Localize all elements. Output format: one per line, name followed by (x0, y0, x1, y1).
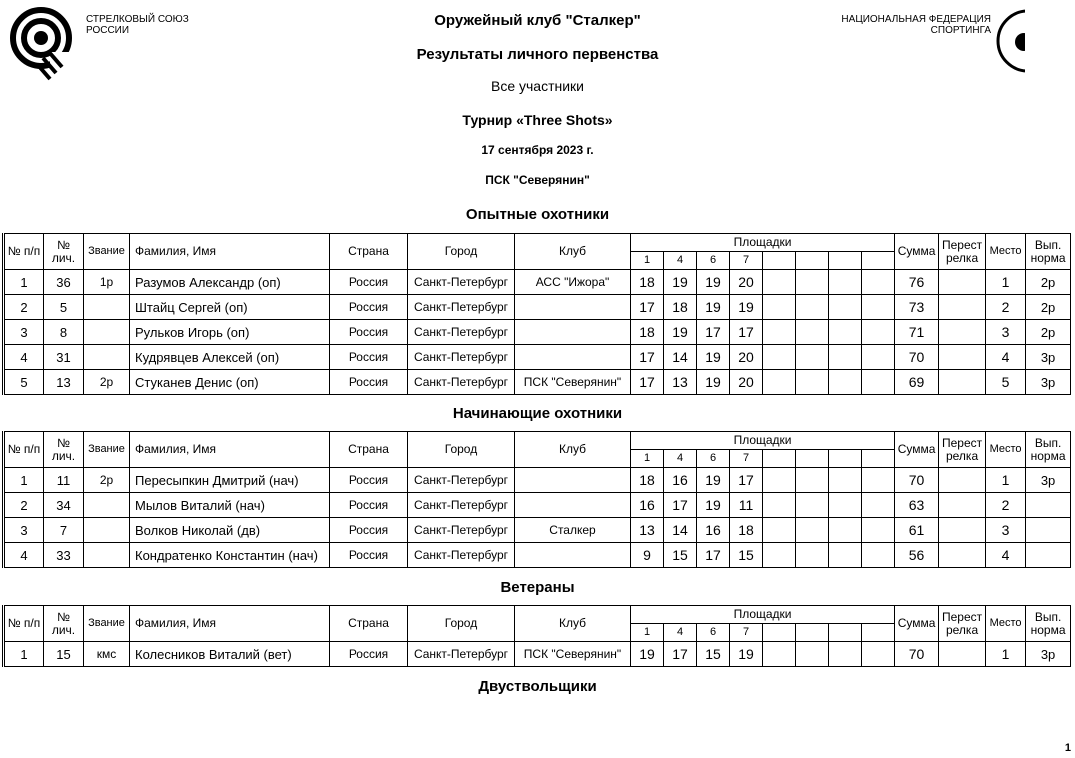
station-number: 4 (664, 624, 697, 642)
cell-norm (1026, 518, 1071, 543)
col-header-stations: Площадки (631, 432, 895, 450)
section-title-beginners: Начинающие охотники (452, 405, 623, 422)
cell-station-score: 19 (664, 270, 697, 295)
cell-norm: 2р (1026, 270, 1071, 295)
col-header-club: Клуб (515, 432, 631, 468)
event-venue: ПСК "Северянин" (485, 173, 590, 187)
cell-place: 4 (986, 543, 1026, 568)
cell-name: Колесников Виталий (вет) (130, 642, 330, 667)
cell-station-score: 19 (664, 320, 697, 345)
cell-name: Кудрявцев Алексей (оп) (130, 345, 330, 370)
cell-sum: 56 (895, 543, 939, 568)
station-empty (829, 450, 862, 468)
cell-rank: 2р (84, 468, 130, 493)
cell-place: 5 (986, 370, 1026, 395)
cell-place: 2 (986, 295, 1026, 320)
cell-place: 4 (986, 345, 1026, 370)
col-header-license: № лич. (44, 234, 84, 270)
col-header-rank: Звание (84, 234, 130, 270)
cell-place: 3 (986, 320, 1026, 345)
cell-norm: 3р (1026, 345, 1071, 370)
cell-city: Санкт-Петербург (408, 468, 515, 493)
station-number: 7 (730, 252, 763, 270)
cell-station-empty (796, 295, 829, 320)
cell-rank: 1р (84, 270, 130, 295)
tournament-title: Турнир «Three Shots» (462, 112, 613, 128)
table-row (4, 295, 1071, 320)
cell-sum: 70 (895, 642, 939, 667)
station-number: 4 (664, 450, 697, 468)
col-header-stations: Площадки (631, 234, 895, 252)
cell-station-empty (763, 295, 796, 320)
col-header-sum: Сумма (895, 606, 939, 642)
results-title: Результаты личного первенства (416, 46, 659, 63)
cell-station-score: 17 (697, 543, 730, 568)
cell-norm: 2р (1026, 295, 1071, 320)
cell-station-score: 17 (697, 320, 730, 345)
cell-place: 1 (986, 270, 1026, 295)
header-row (4, 432, 1071, 450)
cell-station-empty (829, 493, 862, 518)
cell-sum: 70 (895, 345, 939, 370)
cell-num: 2 (4, 295, 44, 320)
cell-city: Санкт-Петербург (408, 295, 515, 320)
cell-norm: 3р (1026, 370, 1071, 395)
cell-station-score: 17 (631, 295, 664, 320)
cell-station-score: 15 (730, 543, 763, 568)
cell-country: Россия (330, 642, 408, 667)
cell-station-empty (862, 493, 895, 518)
col-header-name: Фамилия, Имя (130, 234, 330, 270)
results-table (2, 605, 1071, 667)
cell-shootoff (939, 345, 986, 370)
cell-place: 3 (986, 518, 1026, 543)
cell-shootoff (939, 642, 986, 667)
cell-shootoff (939, 270, 986, 295)
station-empty (862, 450, 895, 468)
results-table (2, 431, 1071, 568)
cell-place: 1 (986, 642, 1026, 667)
cell-station-empty (796, 543, 829, 568)
cell-shootoff (939, 543, 986, 568)
cell-shootoff (939, 320, 986, 345)
table-row (4, 518, 1071, 543)
col-header-shootoff: Перестрелка (939, 432, 986, 468)
cell-station-empty (796, 493, 829, 518)
cell-sum: 70 (895, 468, 939, 493)
cell-name: Кондратенко Константин (нач) (130, 543, 330, 568)
cell-station-score: 16 (664, 468, 697, 493)
col-header-name: Фамилия, Имя (130, 606, 330, 642)
col-header-club: Клуб (515, 234, 631, 270)
cell-station-empty (796, 468, 829, 493)
cell-station-score: 19 (697, 270, 730, 295)
col-header-norm: Вып. норма (1026, 432, 1071, 468)
section-title-experienced: Опытные охотники (465, 206, 610, 223)
cell-country: Россия (330, 320, 408, 345)
station-empty (763, 450, 796, 468)
cell-country: Россия (330, 370, 408, 395)
cell-station-empty (763, 518, 796, 543)
cell-station-score: 16 (697, 518, 730, 543)
cell-place: 2 (986, 493, 1026, 518)
station-empty (829, 252, 862, 270)
header-row (4, 606, 1071, 624)
station-empty (862, 624, 895, 642)
col-header-sum: Сумма (895, 234, 939, 270)
cell-num: 4 (4, 345, 44, 370)
station-empty (796, 624, 829, 642)
cell-name: Разумов Александр (оп) (130, 270, 330, 295)
cell-station-empty (796, 320, 829, 345)
cell-shootoff (939, 518, 986, 543)
cell-station-empty (862, 543, 895, 568)
cell-station-score: 18 (664, 295, 697, 320)
col-header-rank: Звание (84, 606, 130, 642)
cell-city: Санкт-Петербург (408, 543, 515, 568)
cell-station-empty (763, 543, 796, 568)
cell-station-empty (796, 642, 829, 667)
station-number: 4 (664, 252, 697, 270)
cell-station-score: 11 (730, 493, 763, 518)
cell-station-empty (862, 295, 895, 320)
table-row (4, 370, 1071, 395)
cell-place: 1 (986, 468, 1026, 493)
cell-station-empty (763, 370, 796, 395)
cell-station-empty (829, 370, 862, 395)
cell-station-score: 19 (697, 493, 730, 518)
cell-station-score: 18 (631, 270, 664, 295)
cell-station-score: 13 (631, 518, 664, 543)
col-header-num: № п/п (4, 606, 44, 642)
cell-club: ПСК "Северянин" (515, 370, 631, 395)
cell-club (515, 543, 631, 568)
cell-city: Санкт-Петербург (408, 642, 515, 667)
cell-station-empty (796, 370, 829, 395)
cell-club: Сталкер (515, 518, 631, 543)
section-title-double-barrel: Двуствольщики (478, 678, 597, 695)
cell-license: 34 (44, 493, 84, 518)
cell-country: Россия (330, 543, 408, 568)
station-number: 6 (697, 450, 730, 468)
col-header-stations: Площадки (631, 606, 895, 624)
col-header-rank: Звание (84, 432, 130, 468)
col-header-sum: Сумма (895, 432, 939, 468)
cell-norm: 3р (1026, 642, 1071, 667)
cell-club (515, 320, 631, 345)
station-number: 6 (697, 252, 730, 270)
cell-sum: 69 (895, 370, 939, 395)
cell-license: 7 (44, 518, 84, 543)
cell-license: 31 (44, 345, 84, 370)
col-header-norm: Вып. норма (1026, 234, 1071, 270)
cell-name: Мылов Виталий (нач) (130, 493, 330, 518)
cell-license: 5 (44, 295, 84, 320)
cell-station-score: 14 (664, 345, 697, 370)
cell-station-score: 19 (697, 370, 730, 395)
cell-name: Волков Николай (дв) (130, 518, 330, 543)
cell-city: Санкт-Петербург (408, 518, 515, 543)
station-number: 6 (697, 624, 730, 642)
cell-station-score: 15 (664, 543, 697, 568)
cell-station-empty (796, 345, 829, 370)
cell-shootoff (939, 370, 986, 395)
cell-rank: 2р (84, 370, 130, 395)
cell-station-empty (862, 468, 895, 493)
club-title: Оружейный клуб "Сталкер" (434, 12, 641, 29)
cell-rank (84, 493, 130, 518)
header-row (4, 234, 1071, 252)
cell-country: Россия (330, 295, 408, 320)
cell-station-empty (829, 320, 862, 345)
cell-rank: кмс (84, 642, 130, 667)
cell-station-score: 17 (730, 320, 763, 345)
cell-name: Рульков Игорь (оп) (130, 320, 330, 345)
cell-club (515, 493, 631, 518)
cell-rank (84, 295, 130, 320)
cell-station-empty (763, 493, 796, 518)
cell-station-empty (763, 345, 796, 370)
cell-num: 1 (4, 468, 44, 493)
cell-num: 3 (4, 518, 44, 543)
cell-country: Россия (330, 493, 408, 518)
cell-num: 1 (4, 270, 44, 295)
cell-station-score: 13 (664, 370, 697, 395)
cell-num: 3 (4, 320, 44, 345)
station-number: 1 (631, 252, 664, 270)
cell-rank (84, 518, 130, 543)
station-number: 7 (730, 450, 763, 468)
cell-sum: 73 (895, 295, 939, 320)
cell-norm (1026, 493, 1071, 518)
cell-name: Пересыпкин Дмитрий (нач) (130, 468, 330, 493)
cell-station-score: 19 (697, 345, 730, 370)
cell-city: Санкт-Петербург (408, 493, 515, 518)
cell-city: Санкт-Петербург (408, 370, 515, 395)
station-empty (796, 450, 829, 468)
cell-club: ПСК "Северянин" (515, 642, 631, 667)
col-header-name: Фамилия, Имя (130, 432, 330, 468)
cell-num: 1 (4, 642, 44, 667)
cell-station-score: 15 (697, 642, 730, 667)
cell-country: Россия (330, 518, 408, 543)
col-header-place: Место (986, 432, 1026, 468)
cell-station-empty (862, 270, 895, 295)
cell-station-score: 14 (664, 518, 697, 543)
cell-station-score: 18 (730, 518, 763, 543)
cell-name: Стуканев Денис (оп) (130, 370, 330, 395)
cell-station-empty (862, 642, 895, 667)
cell-station-score: 20 (730, 270, 763, 295)
station-empty (763, 252, 796, 270)
table-row (4, 543, 1071, 568)
col-header-city: Город (408, 234, 515, 270)
results-table (2, 233, 1071, 395)
col-header-country: Страна (330, 606, 408, 642)
station-empty (796, 252, 829, 270)
cell-station-empty (763, 320, 796, 345)
cell-license: 33 (44, 543, 84, 568)
cell-license: 13 (44, 370, 84, 395)
cell-norm: 3р (1026, 468, 1071, 493)
cell-rank (84, 543, 130, 568)
cell-club (515, 468, 631, 493)
cell-station-empty (829, 270, 862, 295)
col-header-country: Страна (330, 234, 408, 270)
cell-sum: 71 (895, 320, 939, 345)
cell-station-empty (829, 642, 862, 667)
cell-city: Санкт-Петербург (408, 320, 515, 345)
table-row (4, 493, 1071, 518)
cell-station-empty (829, 543, 862, 568)
section-title-veterans: Ветераны (500, 579, 575, 596)
col-header-num: № п/п (4, 234, 44, 270)
cell-license: 8 (44, 320, 84, 345)
cell-station-empty (763, 468, 796, 493)
cell-country: Россия (330, 270, 408, 295)
cell-station-score: 18 (631, 320, 664, 345)
cell-station-score: 16 (631, 493, 664, 518)
col-header-num: № п/п (4, 432, 44, 468)
cell-station-empty (796, 518, 829, 543)
cell-num: 5 (4, 370, 44, 395)
cell-station-score: 17 (730, 468, 763, 493)
col-header-shootoff: Перестрелка (939, 606, 986, 642)
cell-station-score: 20 (730, 370, 763, 395)
station-number: 1 (631, 450, 664, 468)
col-header-license: № лич. (44, 606, 84, 642)
cell-shootoff (939, 493, 986, 518)
cell-club (515, 295, 631, 320)
cell-club (515, 345, 631, 370)
cell-num: 2 (4, 493, 44, 518)
station-number: 1 (631, 624, 664, 642)
cell-rank (84, 345, 130, 370)
cell-station-empty (763, 270, 796, 295)
cell-station-empty (829, 518, 862, 543)
table-row (4, 642, 1071, 667)
table-row (4, 345, 1071, 370)
cell-station-score: 17 (631, 345, 664, 370)
cell-station-score: 9 (631, 543, 664, 568)
cell-license: 11 (44, 468, 84, 493)
cell-name: Штайц Сергей (оп) (130, 295, 330, 320)
cell-shootoff (939, 295, 986, 320)
col-header-shootoff: Перестрелка (939, 234, 986, 270)
col-header-city: Город (408, 606, 515, 642)
col-header-license: № лич. (44, 432, 84, 468)
cell-norm: 2р (1026, 320, 1071, 345)
cell-station-empty (763, 642, 796, 667)
org-right-name: НАЦИОНАЛЬНАЯ ФЕДЕРАЦИЯ СПОРТИНГА (841, 14, 991, 36)
cell-station-score: 19 (697, 468, 730, 493)
cell-num: 4 (4, 543, 44, 568)
cell-country: Россия (330, 345, 408, 370)
station-number: 7 (730, 624, 763, 642)
cell-license: 36 (44, 270, 84, 295)
event-date: 17 сентября 2023 г. (481, 143, 594, 157)
cell-station-empty (862, 370, 895, 395)
cell-license: 15 (44, 642, 84, 667)
cell-station-score: 19 (631, 642, 664, 667)
cell-shootoff (939, 468, 986, 493)
table-row (4, 468, 1071, 493)
station-empty (862, 252, 895, 270)
cell-station-empty (862, 320, 895, 345)
table-row (4, 270, 1071, 295)
col-header-place: Место (986, 234, 1026, 270)
cell-rank (84, 320, 130, 345)
cell-station-score: 19 (730, 642, 763, 667)
cell-station-empty (829, 295, 862, 320)
cell-city: Санкт-Петербург (408, 345, 515, 370)
cell-station-score: 18 (631, 468, 664, 493)
cell-station-score: 17 (631, 370, 664, 395)
col-header-place: Место (986, 606, 1026, 642)
cell-station-empty (862, 518, 895, 543)
cell-club: АСС "Ижора" (515, 270, 631, 295)
cell-sum: 61 (895, 518, 939, 543)
cell-station-score: 20 (730, 345, 763, 370)
station-empty (829, 624, 862, 642)
page-number: 1 (1064, 742, 1071, 754)
cell-sum: 76 (895, 270, 939, 295)
cell-station-score: 17 (664, 493, 697, 518)
col-header-country: Страна (330, 432, 408, 468)
cell-station-empty (862, 345, 895, 370)
participants-subtitle: Все участники (490, 78, 584, 94)
cell-norm (1026, 543, 1071, 568)
col-header-city: Город (408, 432, 515, 468)
org-left-name: СТРЕЛКОВЫЙ СОЮЗ РОССИИ (86, 14, 189, 36)
cell-country: Россия (330, 468, 408, 493)
cell-city: Санкт-Петербург (408, 270, 515, 295)
cell-station-score: 17 (664, 642, 697, 667)
cell-station-empty (829, 468, 862, 493)
cell-sum: 63 (895, 493, 939, 518)
station-empty (763, 624, 796, 642)
cell-station-empty (796, 270, 829, 295)
table-row (4, 320, 1071, 345)
col-header-norm: Вып. норма (1026, 606, 1071, 642)
cell-station-score: 19 (730, 295, 763, 320)
cell-station-empty (829, 345, 862, 370)
cell-station-score: 19 (697, 295, 730, 320)
col-header-club: Клуб (515, 606, 631, 642)
